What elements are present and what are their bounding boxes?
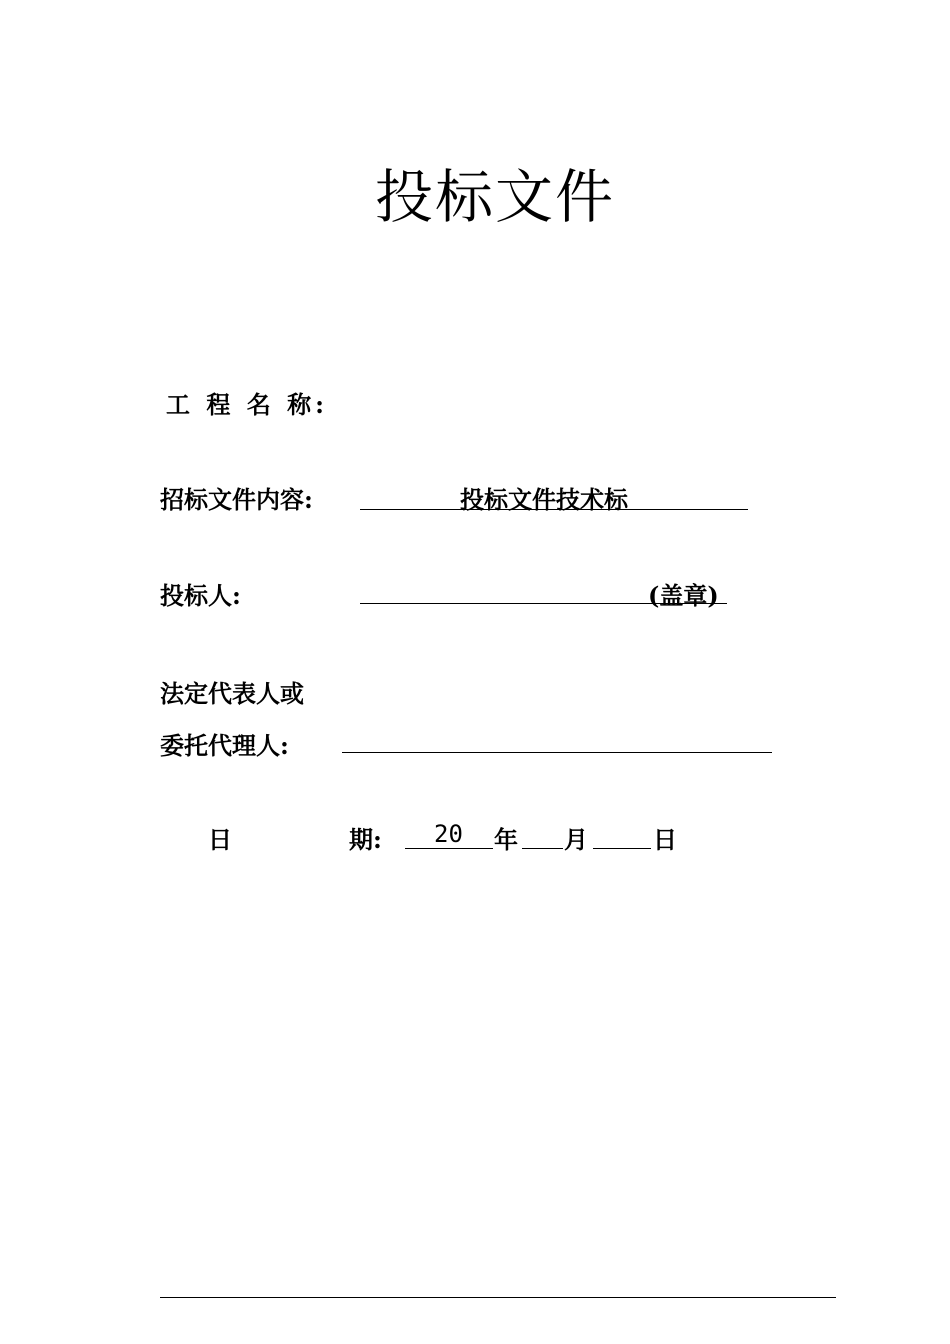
bidder-seal: (盖章)	[648, 581, 719, 610]
month-underline	[522, 848, 563, 849]
day-label: 日	[653, 825, 677, 854]
year-underline	[405, 848, 493, 849]
document-title: 投标文件	[374, 163, 615, 231]
date-label-part1: 日	[208, 825, 232, 854]
representative-underline	[342, 752, 772, 753]
tender-content-label: 招标文件内容:	[160, 485, 313, 514]
tender-content-value: 投标文件技术标	[460, 485, 628, 514]
footer-divider	[160, 1297, 836, 1298]
representative-label-line2: 委托代理人:	[160, 731, 289, 760]
day-underline	[593, 848, 651, 849]
project-name-label: 工 程 名 称:	[166, 390, 328, 419]
month-label: 月	[564, 825, 588, 854]
year-label: 年	[494, 825, 518, 854]
date-label-part2: 期:	[349, 825, 382, 854]
bidder-label: 投标人:	[160, 581, 241, 610]
representative-label-line1: 法定代表人或	[160, 679, 304, 708]
year-prefix: 20	[434, 820, 463, 848]
